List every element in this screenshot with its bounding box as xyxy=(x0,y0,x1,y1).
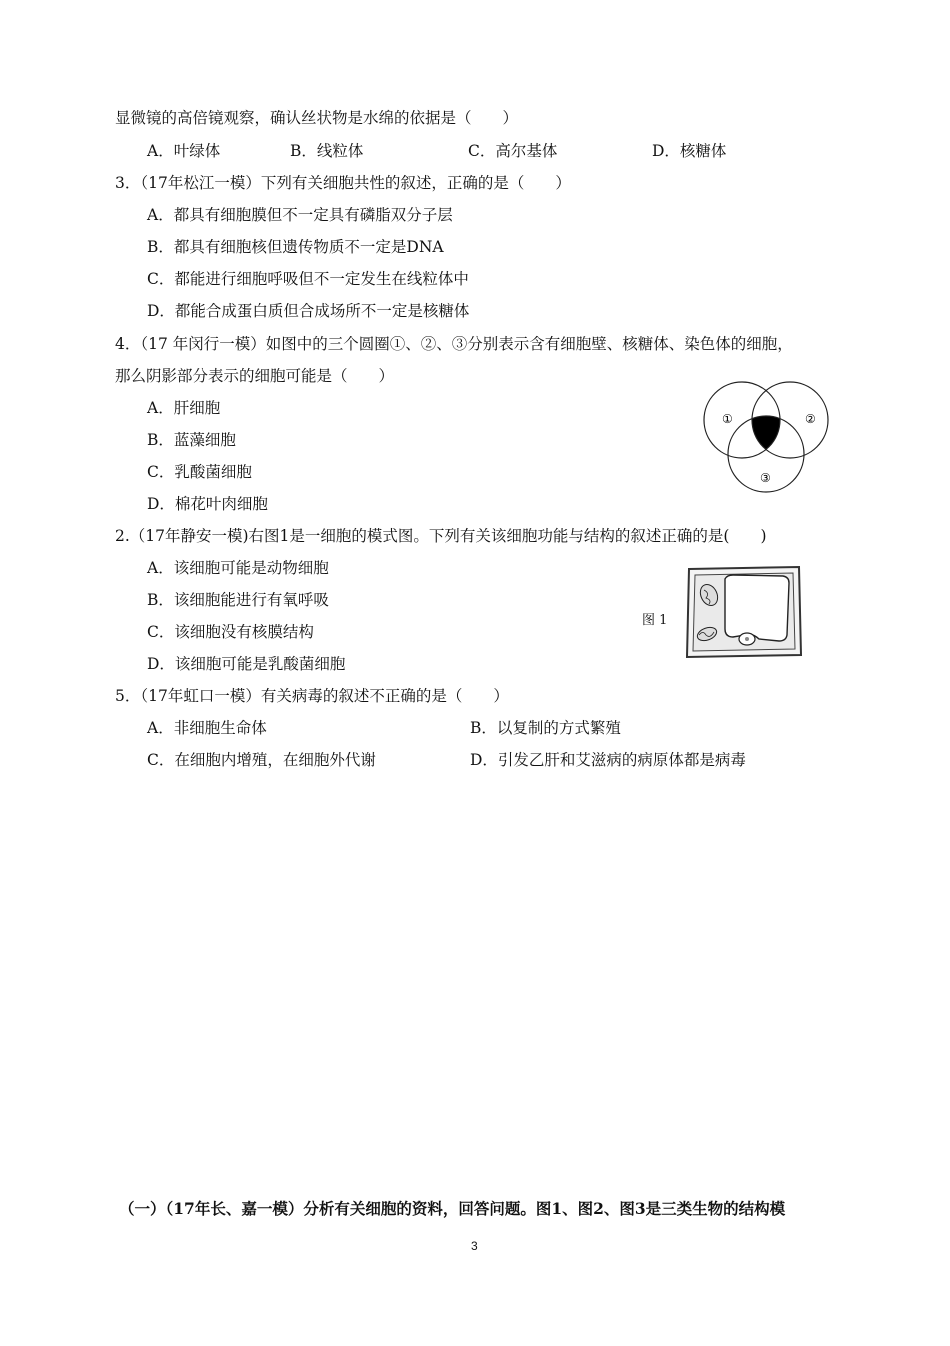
line-intro: 显微镜的高倍镜观察，确认丝状物是水绵的依据是（ ） xyxy=(115,109,519,127)
option: C．乳酸菌细胞 xyxy=(147,463,252,481)
option: A．都具有细胞膜但不一定具有磷脂双分子层 xyxy=(147,206,453,224)
option: C．在细胞内增殖，在细胞外代谢 xyxy=(147,751,376,769)
option: A．非细胞生命体 xyxy=(147,719,267,737)
question-4-cont: 那么阴影部分表示的细胞可能是（ ） xyxy=(115,367,395,385)
cell-diagram xyxy=(683,563,805,661)
option: B．以复制的方式繁殖 xyxy=(470,719,621,737)
figure-1-label: 图 1 xyxy=(642,613,668,628)
page-number: 3 xyxy=(471,1239,478,1253)
venn-label-1: ① xyxy=(722,412,733,426)
question-4: 4．（17 年闵行一模）如图中的三个圆圈①、②、③分别表示含有细胞壁、核糖体、染色体的细胞， xyxy=(115,335,793,353)
option: D．该细胞可能是乳酸菌细胞 xyxy=(147,655,346,673)
venn-diagram xyxy=(700,378,832,496)
option: A．该细胞可能是动物细胞 xyxy=(147,559,329,577)
option: D．都能合成蛋白质但合成场所不一定是核糖体 xyxy=(147,302,470,320)
option: A．肝细胞 xyxy=(147,399,221,417)
option: D．核糖体 xyxy=(652,142,727,160)
option: B．线粒体 xyxy=(290,142,364,160)
question-5: 5．（17年虹口一模）有关病毒的叙述不正确的是（ ） xyxy=(115,687,509,705)
option: C．都能进行细胞呼吸但不一定发生在线粒体中 xyxy=(147,270,469,288)
option: D．引发乙肝和艾滋病的病原体都是病毒 xyxy=(470,751,746,769)
venn-label-2: ② xyxy=(805,412,816,426)
option: C．高尔基体 xyxy=(468,142,558,160)
question-3: 3．（17年松江一模）下列有关细胞共性的叙述，正确的是（ ） xyxy=(115,174,571,192)
option: C．该细胞没有核膜结构 xyxy=(147,623,314,641)
option: B．都具有细胞核但遗传物质不一定是DNA xyxy=(147,238,444,256)
option: B．该细胞能进行有氧呼吸 xyxy=(147,591,329,609)
option: D．棉花叶肉细胞 xyxy=(147,495,268,513)
option: B．蓝藻细胞 xyxy=(147,431,236,449)
section-heading: （一）（17年长、嘉一模）分析有关细胞的资料，回答问题。图1、图2、图3是三类生物的结构模 xyxy=(119,1199,786,1218)
venn-label-3: ③ xyxy=(760,471,771,485)
option: A．叶绿体 xyxy=(147,142,221,160)
question-2: 2.（17年静安一模)右图1是一细胞的模式图。下列有关该细胞功能与结构的叙述正确的是( ) xyxy=(115,527,767,545)
